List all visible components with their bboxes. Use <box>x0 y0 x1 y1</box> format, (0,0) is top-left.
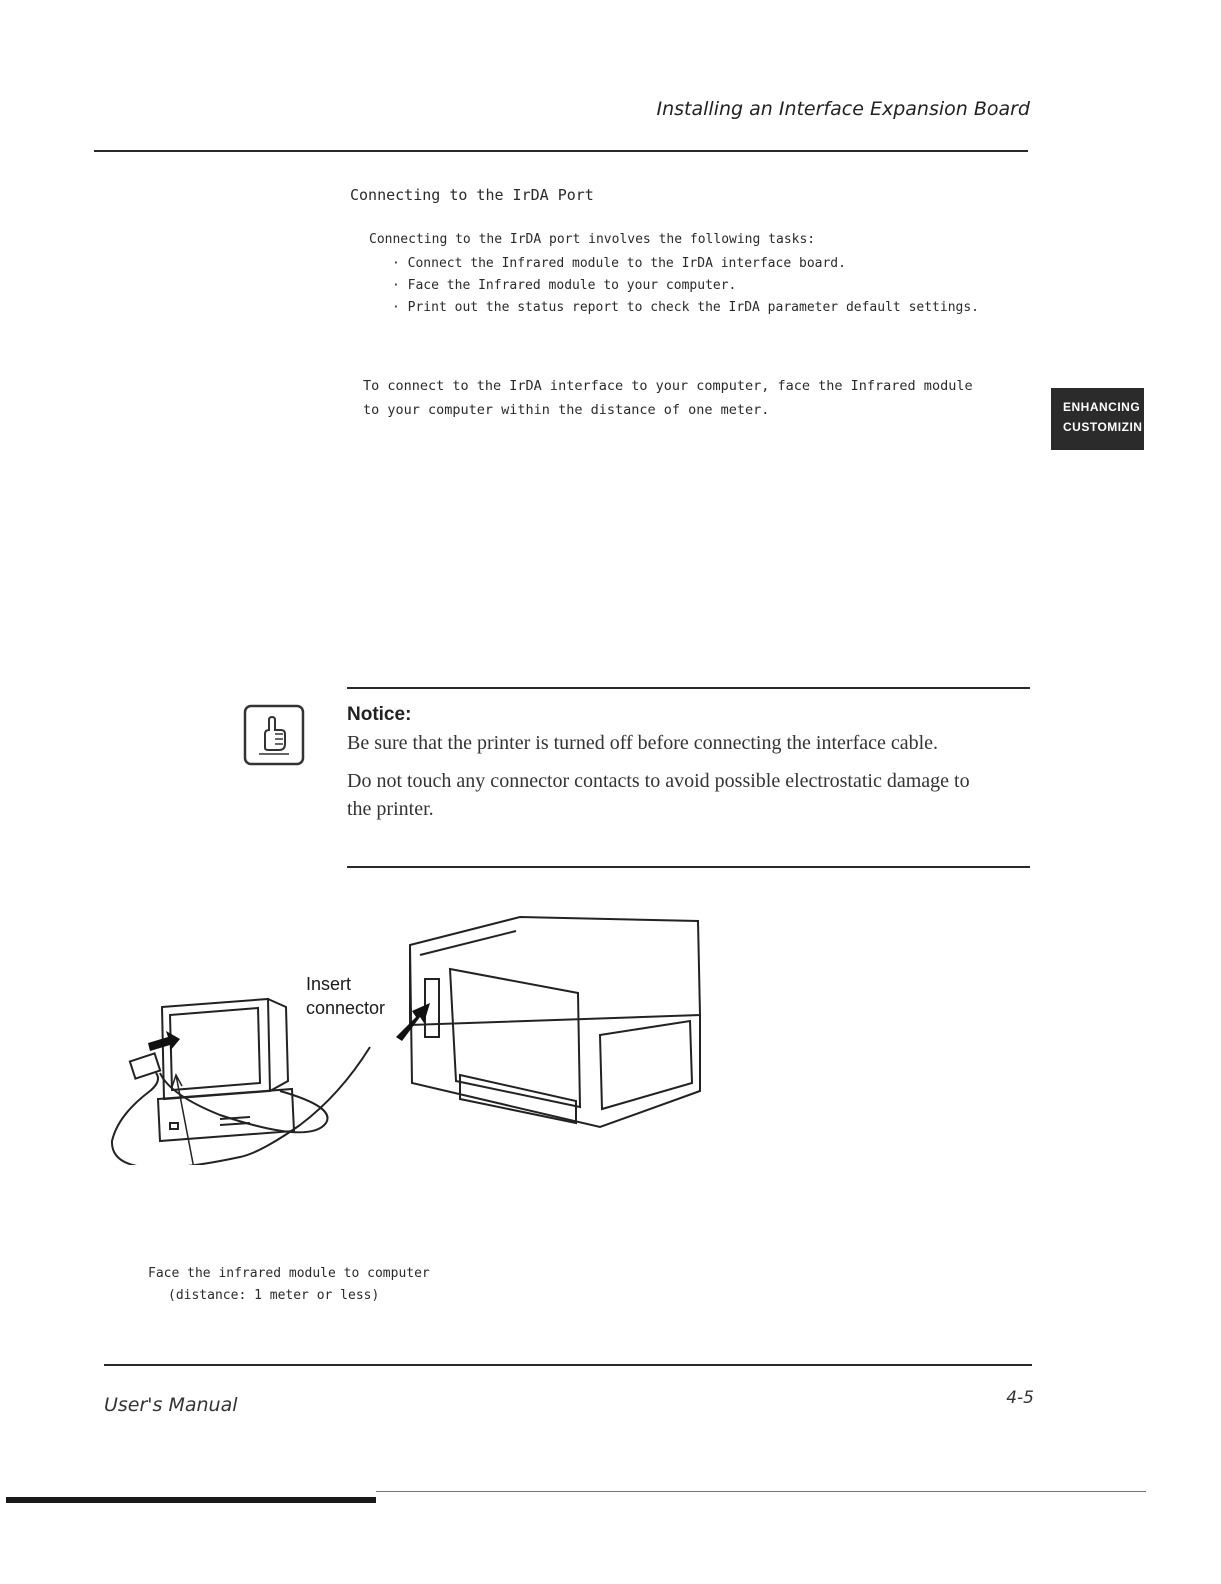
chapter-tab <box>1051 388 1144 450</box>
computer-arrow-icon <box>148 1031 180 1051</box>
notice-top-rule <box>347 687 1030 689</box>
page-bottom-bar <box>6 1497 376 1503</box>
notice-body <box>347 729 997 833</box>
page-bottom-line <box>376 1491 1146 1492</box>
list-item: · Face the Infrared module to your computer. <box>392 275 979 297</box>
task-list <box>392 253 979 319</box>
printer-illustration <box>410 917 700 1127</box>
notice-paragraph: Do not touch any connector contacts to avoid possible electrostatic damage to the printer. <box>347 770 970 820</box>
chapter-tab-line: ENHANCING <box>1063 400 1141 414</box>
connection-paragraph <box>363 374 1053 422</box>
figure-label-line: connector <box>306 998 386 1018</box>
connection-illustration <box>100 895 720 1165</box>
section-title: Connecting to the IrDA Port <box>350 186 594 204</box>
caption-line: (distance: 1 meter or less) <box>168 1288 380 1303</box>
caption-line: Face the infrared module to computer <box>148 1266 430 1281</box>
notice-bottom-rule <box>347 866 1030 868</box>
footer-manual-title: User's Manual <box>104 1394 238 1416</box>
computer-illustration <box>158 999 294 1141</box>
pointing-hand-icon <box>243 704 305 766</box>
header-rule <box>94 150 1028 152</box>
task-intro: Connecting to the IrDA port involves the following tasks: <box>369 232 816 247</box>
notice-heading: Notice: <box>347 704 412 725</box>
infrared-module-icon <box>130 1053 160 1078</box>
notice-paragraph: Be sure that the printer is turned off before connecting the interface cable. <box>347 732 939 754</box>
page-number: 4-5 <box>1006 1388 1034 1408</box>
figure-caption <box>148 1263 430 1307</box>
interface-cable <box>112 1047 370 1165</box>
footer-rule <box>104 1364 1032 1366</box>
insert-connector-label <box>306 972 385 1020</box>
figure-label-line: Insert <box>306 974 352 994</box>
list-item: · Connect the Infrared module to the IrDA interface board. <box>392 253 979 275</box>
chapter-tab-line: CUSTOMIZIN <box>1063 420 1143 434</box>
paragraph-line: to your computer within the distance of one meter. <box>363 402 770 418</box>
running-header: Installing an Interface Expansion Board <box>656 98 1030 120</box>
paragraph-line: To connect to the IrDA interface to your computer, face the Infrared module <box>363 378 973 394</box>
list-item: · Print out the status report to check the IrDA parameter default settings. <box>392 297 979 319</box>
